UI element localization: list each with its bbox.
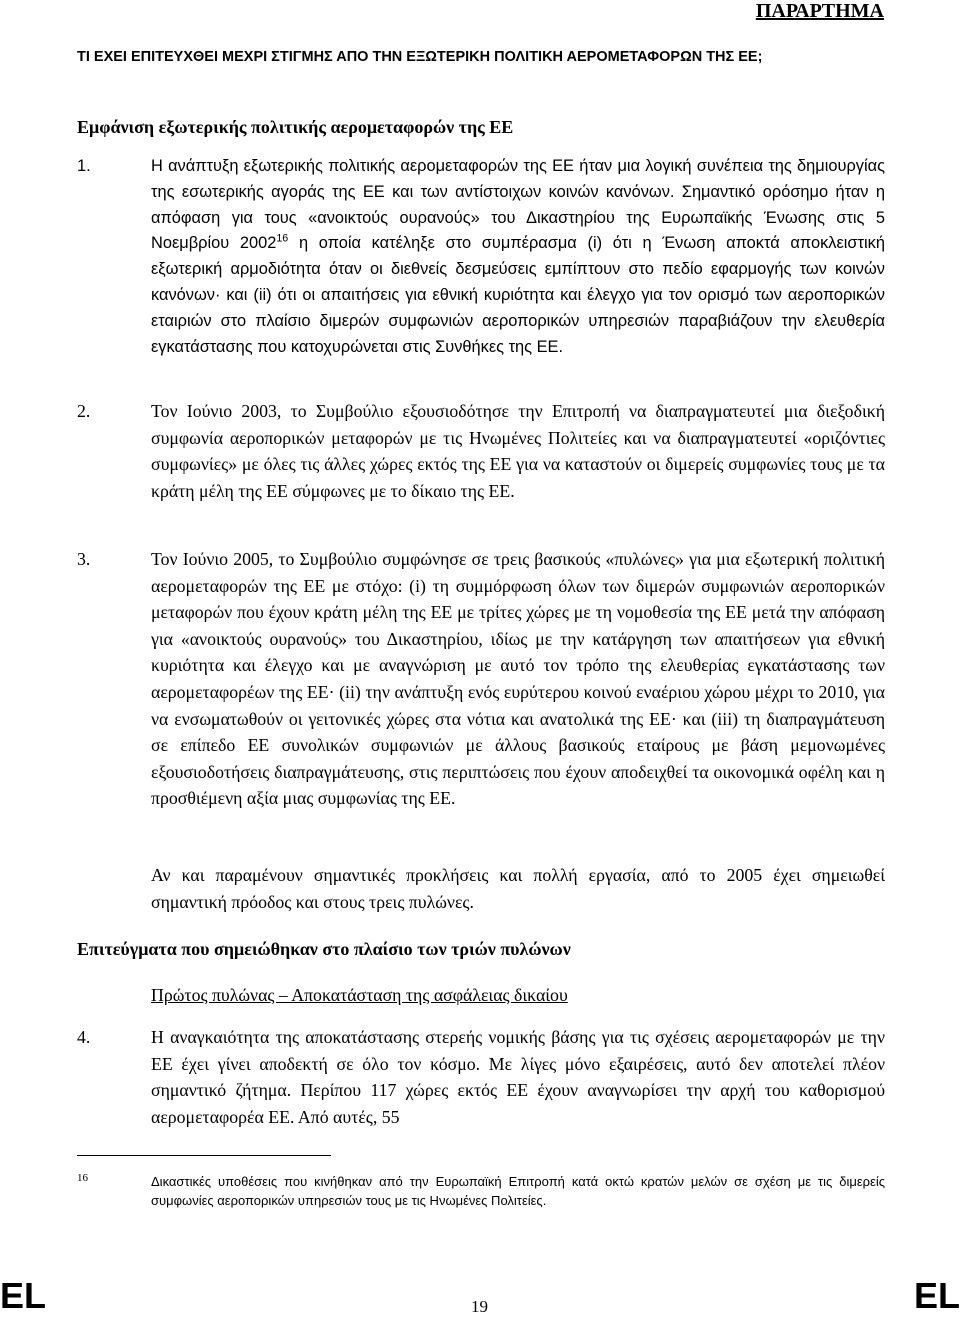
section-heading-emergence: Εμφάνιση εξωτερικής πολιτικής αερομεταφορών της ΕΕ [77, 117, 514, 137]
annex-label: ΠΑΡΑΡΤΗΜΑ [755, 0, 884, 22]
section-heading-achievements: Επιτεύγματα που σημειώθηκαν στο πλαίσιο των τριών πυλώνων [77, 939, 571, 959]
paragraph-3-continuation [77, 862, 885, 915]
language-code-left: EL [0, 1275, 47, 1316]
paragraph-4 [77, 1024, 885, 1130]
paragraph-number: 2. [77, 401, 91, 421]
paragraph-body: Τον Ιούνιο 2005, το Συμβούλιο συμφώνησε σε τρεις βασικούς «πυλώνες» για μια εξωτερική πολιτική αερομεταφορών της ΕΕ με στόχο: (i) τη συμμόρφωση όλων των διμερών συμφωνιών αεροπορικών μεταφορών που έχουν κράτη μέλη της ΕΕ με τρίτες χώρες με τη νομοθεσία της ΕΕ μετά την απόφαση για «ανοικτούς ουρανούς» του Δικαστηρίου, ιδίως με την κατάργηση των απαιτήσεων για εθνική κυριότητα και έλεγχο και με αναγνώριση με αυτό τον τρόπο της ελευθερίας εγκατάστασης των αερομεταφορέων της ΕΕ· (ii) την ανάπτυξη ενός ευρύτερου κοινού εναέριου χώρου μέχρι το 2010, για να ενσωματωθούν οι γειτονικές χώρες στα νότια και ανατολικά της ΕΕ· και (iii) τη διαπραγμάτευση σε επίπεδο ΕΕ συνολικών συμφωνιών με άλλους βασικούς εταίρους με βάση μεμονωμένες εξουσιοδοτήσεις διαπραγμάτευσης, στις περιπτώσεις που έχουν αποδειχθεί τα οικονομικά οφέλη και η προσθιέμενη αξία μιας συμφωνίας της ΕΕ. [151, 549, 885, 809]
paragraph-number: 3. [77, 549, 91, 569]
paragraph-1 [77, 154, 885, 360]
footnote-text: Δικαστικές υποθέσεις που κινήθηκαν από την Ευρωπαϊκή Επιτροπή κατά οκτώ κρατών μελών σε σχέση με τις διμερείς συμφωνίες αεροπορικών υπηρεσιών τους με τις Ηνωμένες Πολιτείες. [151, 1174, 885, 1208]
paragraph-2 [77, 398, 885, 504]
footnote-separator [77, 1155, 331, 1156]
paragraph-number: 1. [77, 157, 91, 175]
language-code-right: EL [913, 1275, 960, 1316]
paragraph-body [151, 154, 885, 360]
paragraph-3 [77, 546, 885, 812]
paragraph-text-continued: η οποία κατέληξε στο συμπέρασμα (i) ότι η Ένωση αποκτά αποκλειστική εξωτερική αρμοδιότητα όταν οι διεθνείς δεσμεύσεις εμπίπτουν στο πεδίο εφαρμογής των κοινών κανόνων· και (ii) ότι οι απαιτήσεις για εθνική κυριότητα και έλεγχο για τον ορισμό των αεροπορικών εταιριών στο πλαίσιο διμερών συμφωνιών αεροπορικών υπηρεσιών παραβιάζουν την ελευθερία εγκατάστασης που κατοχυρώνεται στις Συνθήκες της ΕΕ. [151, 234, 885, 356]
document-title: ΤΙ ΕΧΕΙ ΕΠΙΤΕΥΧΘΕΙ ΜΕΧΡΙ ΣΤΙΓΜΗΣ ΑΠΟ ΤΗΝ ΕΞΩΤΕΡΙΚΗ ΠΟΛΙΤΙΚΗ ΑΕΡΟΜΕΤΑΦΟΡΩΝ ΤΗΣ ΕΕ; [77, 49, 763, 65]
paragraph-body: Η αναγκαιότητα της αποκατάστασης στερεής νομικής βάσης για τις σχέσεις αερομεταφορών με την ΕΕ έχει γίνει αποδεκτή σε όλο τον κόσμο. Με λίγες μόνο εξαιρέσεις, αυτό δεν αποτελεί πλέον σημαντικό ζήτημα. Περίπου 117 χώρες εκτός ΕΕ έχουν αναγνωρίσει την αρχή του καθορισμού αερομεταφορέα ΕΕ. Από αυτές, 55 [151, 1027, 885, 1127]
page-number: 19 [471, 1297, 488, 1316]
paragraph-body: Αν και παραμένουν σημαντικές προκλήσεις και πολλή εργασία, από το 2005 έχει σημειωθεί σημαντική πρόοδος και στους τρεις πυλώνες. [151, 865, 885, 912]
footnote-reference[interactable]: 16 [276, 232, 289, 245]
footnote-number: 16 [77, 1172, 88, 1184]
paragraph-number: 4. [77, 1027, 91, 1047]
paragraph-body: Τον Ιούνιο 2003, το Συμβούλιο εξουσιοδότησε την Επιτροπή να διαπραγματευτεί μια διεξοδική συμφωνία αεροπορικών μεταφορών με τις Ηνωμένες Πολιτείες και να διαπραγματευτεί «οριζόντιες συμφωνίες» με όλες τις άλλες χώρες εκτός της ΕΕ για να καταστούν οι διμερείς συμφωνίες τους με τα κράτη μέλη της ΕΕ σύμφωνες με το δίκαιο της ΕΕ. [151, 401, 885, 501]
footnote [77, 1172, 885, 1210]
subheading-first-pillar: Πρώτος πυλώνας – Αποκατάσταση της ασφάλειας δικαίου [151, 985, 568, 1005]
paragraph-text: Η ανάπτυξη εξωτερικής πολιτικής αερομεταφορών της ΕΕ ήταν μια λογική συνέπεια της δημιουργίας της εσωτερικής αγοράς της ΕΕ και των αντίστοιχων κοινών κανόνων. Σημαντικό ορόσημο ήταν η απόφαση για τους «ανοικτούς ουρανούς» του Δικαστηρίου της Ευρωπαϊκής Ένωσης στις 5 Νοεμβρίου 2002 [151, 157, 885, 253]
